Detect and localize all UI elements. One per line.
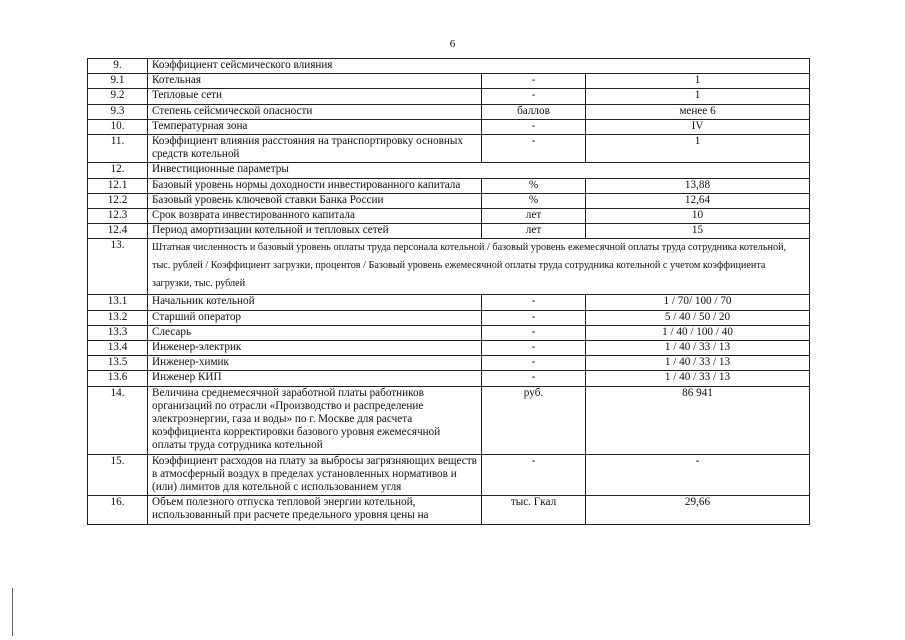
parameter-name: Инженер КИП [148, 371, 482, 386]
row-number: 16. [88, 496, 148, 524]
table-row [88, 135, 810, 163]
parameter-name: Степень сейсмической опасности [148, 104, 482, 119]
table-row [88, 454, 810, 496]
unit-cell: - [482, 119, 586, 134]
parameter-name: Начальник котельной [148, 295, 482, 310]
value-cell: 1 / 40 / 33 / 13 [586, 356, 810, 371]
parameter-name: Инвестиционные параметры [148, 163, 810, 178]
value-cell: 1 [586, 74, 810, 89]
table-row [88, 224, 810, 239]
row-number: 14. [88, 386, 148, 454]
unit-cell: - [482, 135, 586, 163]
table-row [88, 356, 810, 371]
table-row [88, 371, 810, 386]
parameter-name: Старший оператор [148, 310, 482, 325]
table-row [88, 178, 810, 193]
parameter-name: Объем полезного отпуска тепловой энергии котельной, использованный при расчете предельного уровня цены на [148, 496, 482, 524]
value-cell: 10 [586, 209, 810, 224]
parameter-name: Тепловые сети [148, 89, 482, 104]
row-number: 12.2 [88, 193, 148, 208]
row-number: 12.3 [88, 209, 148, 224]
table-row [88, 496, 810, 524]
row-number: 13.2 [88, 310, 148, 325]
parameter-name: Коэффициент сейсмического влияния [148, 59, 810, 74]
row-number: 9.2 [88, 89, 148, 104]
table-row [88, 341, 810, 356]
value-cell: 1 / 70/ 100 / 70 [586, 295, 810, 310]
parameter-name: Срок возврата инвестированного капитала [148, 209, 482, 224]
table-row [88, 89, 810, 104]
row-number: 13.1 [88, 295, 148, 310]
value-cell: 15 [586, 224, 810, 239]
unit-cell: руб. [482, 386, 586, 454]
parameter-name: Базовый уровень ключевой ставки Банка России [148, 193, 482, 208]
parameter-name: Коэффициент расходов на плату за выбросы загрязняющих веществ в атмосферный воздух в пределах установленных нормативов и (или) лимитов для котельной с использованием угля [148, 454, 482, 496]
unit-cell: % [482, 193, 586, 208]
unit-cell: лет [482, 209, 586, 224]
table-row [88, 386, 810, 454]
unit-cell: - [482, 89, 586, 104]
parameter-name: Коэффициент влияния расстояния на транспортировку основных средств котельной [148, 135, 482, 163]
value-cell: 86 941 [586, 386, 810, 454]
unit-cell: - [482, 325, 586, 340]
unit-cell: % [482, 178, 586, 193]
table-row [88, 119, 810, 134]
value-cell: 12,64 [586, 193, 810, 208]
value-cell: менее 6 [586, 104, 810, 119]
table-row [88, 209, 810, 224]
row-number: 12.1 [88, 178, 148, 193]
row-number: 12. [88, 163, 148, 178]
value-cell: 1 / 40 / 100 / 40 [586, 325, 810, 340]
table-row [88, 193, 810, 208]
value-cell: 1 / 40 / 33 / 13 [586, 341, 810, 356]
page-number: 6 [449, 38, 456, 50]
row-number: 9. [88, 59, 148, 74]
parameter-name: Инженер-электрик [148, 341, 482, 356]
table-row [88, 104, 810, 119]
scan-edge-mark [12, 588, 13, 636]
row-number: 13. [88, 239, 148, 295]
unit-cell: тыс. Гкал [482, 496, 586, 524]
value-cell: 13,88 [586, 178, 810, 193]
unit-cell: - [482, 356, 586, 371]
parameter-name: Штатная численность и базовый уровень оплаты труда персонала котельной / базовый уровень ежемесячной оплаты труда сотрудника котельной, тыс. рублей / Коэффициент загрузки, процентов / Базовый уровень ежемесячной оплаты труда сотрудника котельной с учетом коэффициента загрузки, тыс. рублей [148, 239, 810, 295]
parameter-name: Базовый уровень нормы доходности инвестированного капитала [148, 178, 482, 193]
row-number: 9.3 [88, 104, 148, 119]
unit-cell: - [482, 371, 586, 386]
value-cell: IV [586, 119, 810, 134]
row-number: 15. [88, 454, 148, 496]
row-number: 10. [88, 119, 148, 134]
value-cell: 5 / 40 / 50 / 20 [586, 310, 810, 325]
table-row [88, 310, 810, 325]
row-number: 11. [88, 135, 148, 163]
row-number: 13.6 [88, 371, 148, 386]
parameter-name: Температурная зона [148, 119, 482, 134]
unit-cell: - [482, 74, 586, 89]
value-cell: - [586, 454, 810, 496]
value-cell: 1 / 40 / 33 / 13 [586, 371, 810, 386]
row-number: 9.1 [88, 74, 148, 89]
parameters-table [87, 58, 810, 525]
parameter-name: Величина среднемесячной заработной платы работников организаций по отрасли «Производство и распределение электроэнергии, газа и воды» по г. Москве для расчета коэффициента корректировки базового уровня ежемесячной оплаты труда сотрудника котельной [148, 386, 482, 454]
table-row [88, 239, 810, 295]
table-row [88, 163, 810, 178]
table-row [88, 325, 810, 340]
table-row [88, 295, 810, 310]
row-number: 13.4 [88, 341, 148, 356]
row-number: 13.3 [88, 325, 148, 340]
table-row [88, 59, 810, 74]
row-number: 13.5 [88, 356, 148, 371]
parameter-name: Слесарь [148, 325, 482, 340]
unit-cell: лет [482, 224, 586, 239]
parameter-name: Инженер-химик [148, 356, 482, 371]
row-number: 12.4 [88, 224, 148, 239]
parameter-name: Период амортизации котельной и тепловых сетей [148, 224, 482, 239]
unit-cell: - [482, 454, 586, 496]
value-cell: 1 [586, 89, 810, 104]
value-cell: 29,66 [586, 496, 810, 524]
unit-cell: - [482, 341, 586, 356]
value-cell: 1 [586, 135, 810, 163]
table-row [88, 74, 810, 89]
unit-cell: - [482, 295, 586, 310]
parameter-name: Котельная [148, 74, 482, 89]
unit-cell: - [482, 310, 586, 325]
unit-cell: баллов [482, 104, 586, 119]
